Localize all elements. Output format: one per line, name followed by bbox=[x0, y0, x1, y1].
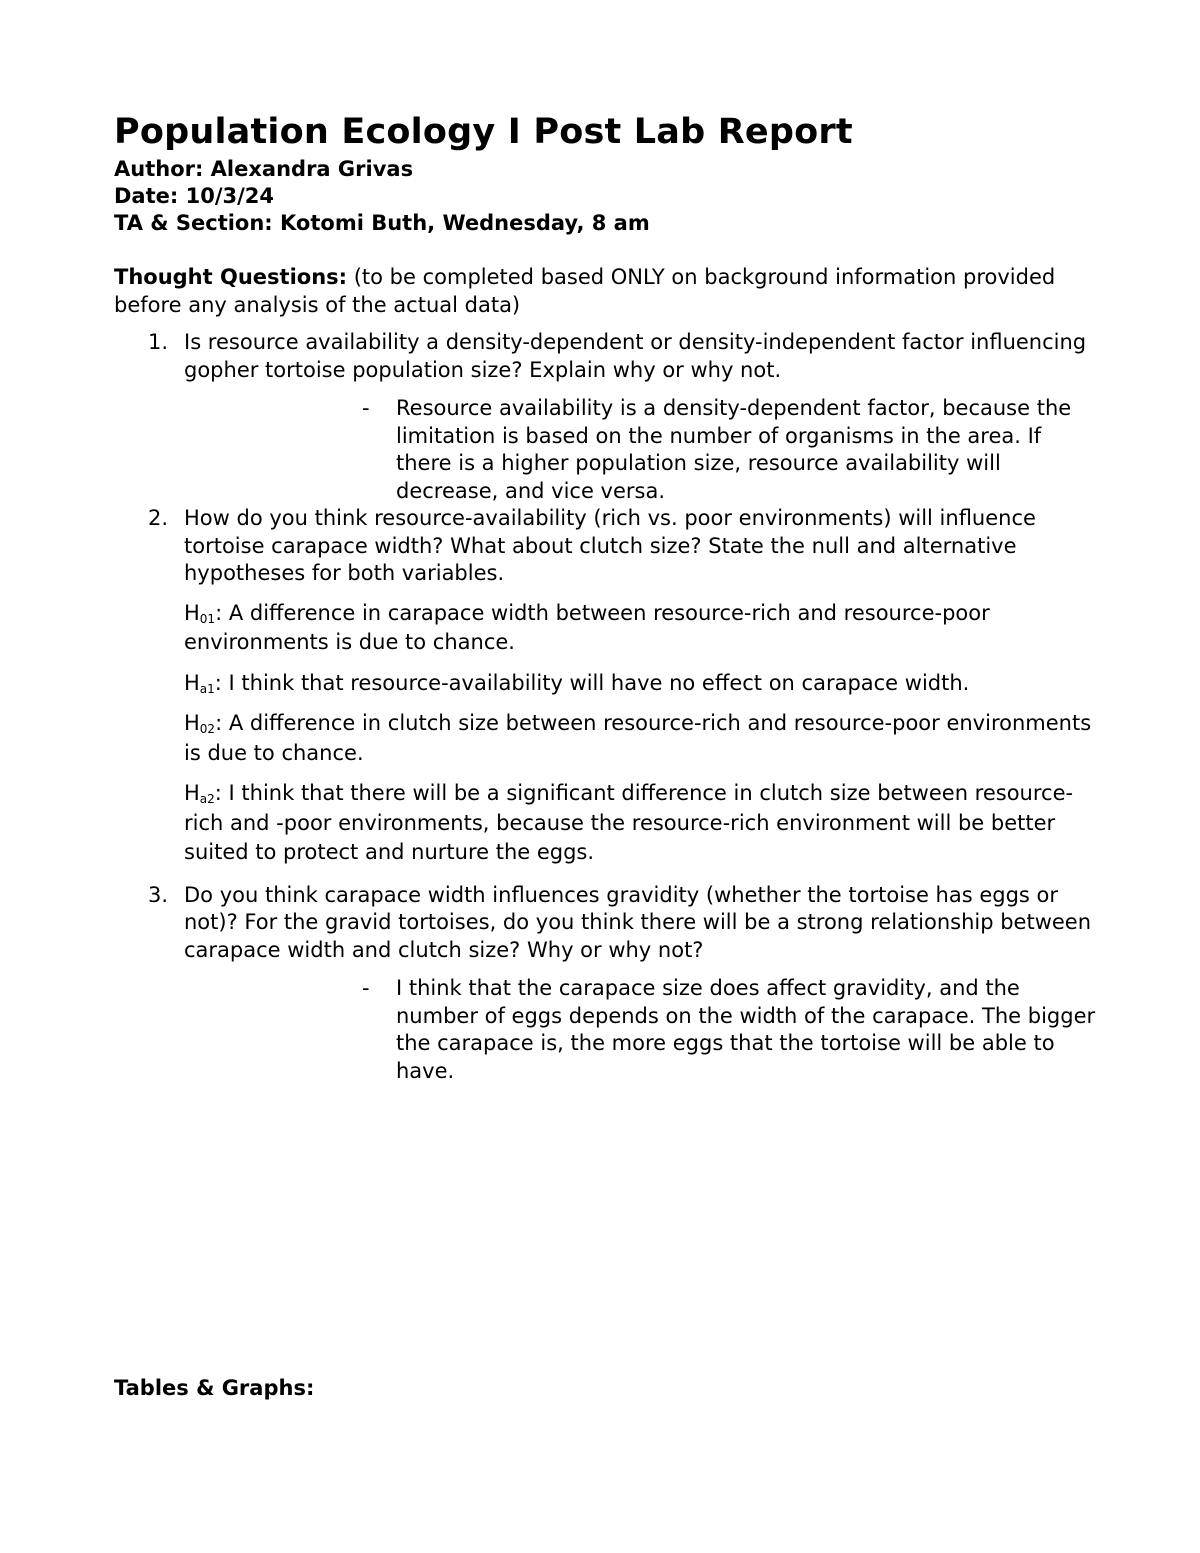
question-number: 1. bbox=[148, 330, 169, 354]
hypothesis-subscript: 02 bbox=[199, 722, 216, 736]
question-number: 2. bbox=[148, 506, 169, 530]
hypothesis-text: : I think that there will be a significant difference in clutch size between resource-rich and -poor environments, because the resource-rich environment will be better suited to protect and nurture the eggs. bbox=[184, 781, 1074, 864]
hypothesis-h01 bbox=[184, 599, 1094, 658]
author-line: Author: Alexandra Grivas bbox=[114, 157, 414, 181]
hypothesis-h02 bbox=[184, 709, 1094, 768]
answer-text: Resource availability is a density-dependent factor, because the limitation is based on the number of organisms in the area. If there is a higher population size, resource availability will decrease, and vice versa. bbox=[396, 396, 1072, 503]
hypothesis-text: : A difference in carapace width between resource-rich and resource-poor environments is due to chance. bbox=[184, 600, 990, 654]
ta-section-line: TA & Section: Kotomi Buth, Wednesday, 8 am bbox=[114, 211, 650, 235]
hypothesis-subscript: a1 bbox=[199, 681, 215, 696]
hypothesis-ha1 bbox=[184, 669, 1094, 699]
answer-item-1 bbox=[326, 395, 1096, 505]
question-list bbox=[114, 329, 1094, 1085]
hypothesis-subscript: a2 bbox=[199, 792, 215, 806]
thought-questions-intro bbox=[114, 263, 1094, 319]
answer-item-3 bbox=[326, 975, 1096, 1085]
answer-text: I think that the carapace size does affect gravidity, and the number of eggs depends on the width of the carapace. The bigger the carapace is, the more eggs that the tortoise will be able to have. bbox=[396, 976, 1096, 1083]
hypothesis-ha2 bbox=[184, 779, 1094, 868]
date-line: Date: 10/3/24 bbox=[114, 184, 274, 208]
hypothesis-symbol: H bbox=[184, 600, 200, 625]
hypothesis-text: : A difference in clutch size between resource-rich and resource-poor environments is due to chance. bbox=[184, 711, 1092, 765]
hypothesis-text: : I think that resource-availability will have no effect on carapace width. bbox=[214, 670, 970, 695]
question-text: Do you think carapace width influences gravidity (whether the tortoise has eggs or not)? For the gravid tortoises, do you think there will be a strong relationship between carapace width and clutch size? Why or why not? bbox=[184, 882, 1092, 962]
question-number: 3. bbox=[148, 882, 169, 907]
hypothesis-symbol: H bbox=[184, 711, 200, 735]
question-text: Is resource availability a density-dependent or density-independent factor influencing gopher tortoise population size? Explain why or why not. bbox=[184, 330, 1087, 382]
hypothesis-symbol: H bbox=[184, 670, 200, 695]
dash-bullet: - bbox=[362, 396, 370, 420]
question-item-3 bbox=[114, 882, 1094, 965]
question-text: How do you think resource-availability (rich vs. poor environments) will influence tortoise carapace width? What about clutch size? State the null and alternative hypotheses for both variables. bbox=[184, 506, 1036, 585]
question-item-2 bbox=[114, 505, 1094, 868]
question-item-1 bbox=[114, 329, 1094, 384]
hypothesis-symbol: H bbox=[184, 781, 200, 805]
thought-questions-label: Thought Questions: bbox=[114, 265, 348, 289]
thought-questions-instructions: (to be completed based ONLY on background information provided before any analysis of the actual data) bbox=[114, 265, 1056, 317]
tables-graphs-heading: Tables & Graphs: bbox=[114, 1376, 315, 1400]
document-page bbox=[114, 108, 1094, 1085]
dash-bullet: - bbox=[362, 976, 370, 1000]
hypothesis-subscript: 01 bbox=[199, 611, 216, 626]
document-title: Population Ecology I Post Lab Report bbox=[114, 112, 853, 152]
